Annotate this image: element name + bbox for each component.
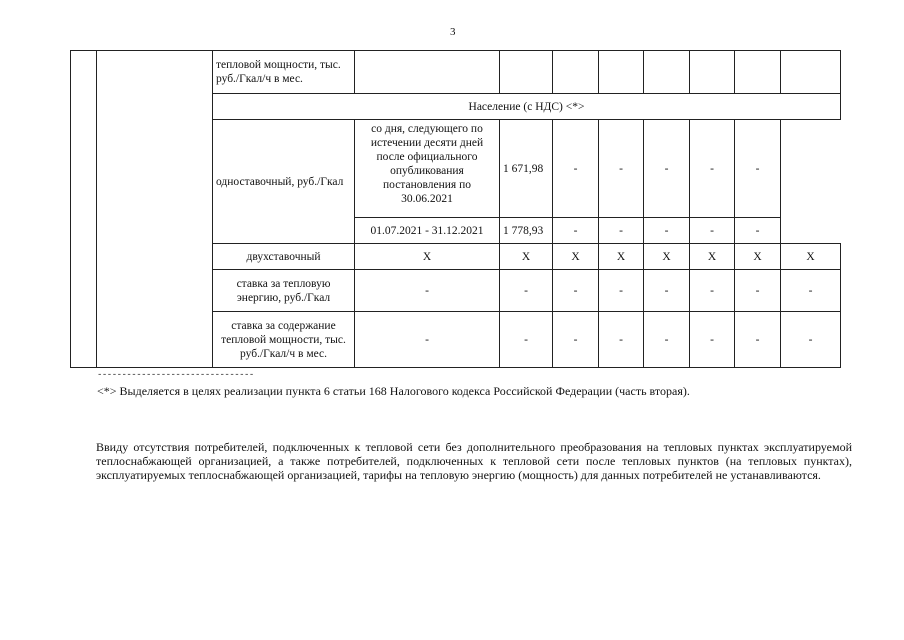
dash-cell: -: [599, 218, 644, 244]
x-mark-cell: X: [599, 244, 644, 270]
dash-cell: -: [644, 218, 690, 244]
footnote-rule: --------------------------------: [97, 370, 254, 380]
period-1: со дня, следующего по истечении десяти дней после официального опубликования постановления по 30.06.2021: [355, 120, 500, 218]
dash-cell: -: [553, 120, 599, 218]
table-cell-blank: [735, 51, 781, 94]
dash-cell: -: [355, 270, 500, 312]
dash-cell: -: [553, 218, 599, 244]
tariff-table: [70, 50, 841, 368]
value-2: 1 778,93: [500, 218, 553, 244]
value-1: 1 671,98: [500, 120, 553, 218]
single-rate-label: одноставочный, руб./Гкал: [213, 120, 355, 244]
x-mark-cell: X: [690, 244, 735, 270]
dash-cell: -: [735, 270, 781, 312]
x-mark-cell: X: [781, 244, 841, 270]
table-cell-blank: [644, 51, 690, 94]
page-number: 3: [450, 26, 456, 38]
x-mark-cell: X: [500, 244, 553, 270]
dash-cell: -: [690, 218, 735, 244]
table-row: [71, 51, 841, 94]
dash-cell: -: [599, 270, 644, 312]
dash-cell: -: [500, 270, 553, 312]
table-cell-blank: [690, 51, 735, 94]
dash-cell: -: [599, 120, 644, 218]
table-cell-blank: [553, 51, 599, 94]
table-cell-blank: [97, 51, 213, 368]
dash-cell: -: [599, 312, 644, 368]
footnote: <*> Выделяется в целях реализации пункта 6 статьи 168 Налогового кодекса Российской Федерации (часть вторая).: [97, 384, 690, 398]
dash-cell: -: [500, 312, 553, 368]
dash-cell: -: [553, 312, 599, 368]
dash-cell: -: [781, 312, 841, 368]
body-paragraph: Ввиду отсутствия потребителей, подключенных к тепловой сети без дополнительного преобразования на тепловых пунктах эксплуатируемой теплоснабжающей организацией, а также потребителей, подключенных к тепловой сети после тепловых пунктов (на тепловых пунктах), эксплуатируемых теплоснабжающей организацией, тарифы на тепловую энергию (мощность) для данных потребителей не устанавливаются.: [96, 440, 852, 482]
x-mark-cell: X: [644, 244, 690, 270]
table-cell-blank: [355, 51, 500, 94]
dash-cell: -: [644, 312, 690, 368]
dash-cell: -: [644, 270, 690, 312]
dash-cell: -: [690, 120, 735, 218]
capacity-rate-label: ставка за содержание тепловой мощности, тыс. руб./Гкал/ч в мес.: [213, 312, 355, 368]
dash-cell: -: [355, 312, 500, 368]
dash-cell: -: [553, 270, 599, 312]
x-mark-cell: X: [355, 244, 500, 270]
dash-cell: -: [735, 312, 781, 368]
energy-rate-label: ставка за тепловую энергию, руб./Гкал: [213, 270, 355, 312]
two-rate-label: двухставочный: [213, 244, 355, 270]
dash-cell: -: [644, 120, 690, 218]
x-mark-cell: X: [553, 244, 599, 270]
period-2: 01.07.2021 - 31.12.2021: [355, 218, 500, 244]
dash-cell: -: [781, 270, 841, 312]
dash-cell: -: [690, 270, 735, 312]
x-mark-cell: X: [735, 244, 781, 270]
table-cell-blank: [500, 51, 553, 94]
dash-cell: -: [690, 312, 735, 368]
capacity-continuation-label: тепловой мощности, тыс. руб./Гкал/ч в мес.: [213, 51, 355, 94]
dash-cell: -: [735, 218, 781, 244]
section-header: Население (с НДС) <*>: [213, 94, 841, 120]
table-cell-blank: [781, 51, 841, 94]
dash-cell: -: [735, 120, 781, 218]
table-cell-blank: [71, 51, 97, 368]
table-cell-blank: [599, 51, 644, 94]
